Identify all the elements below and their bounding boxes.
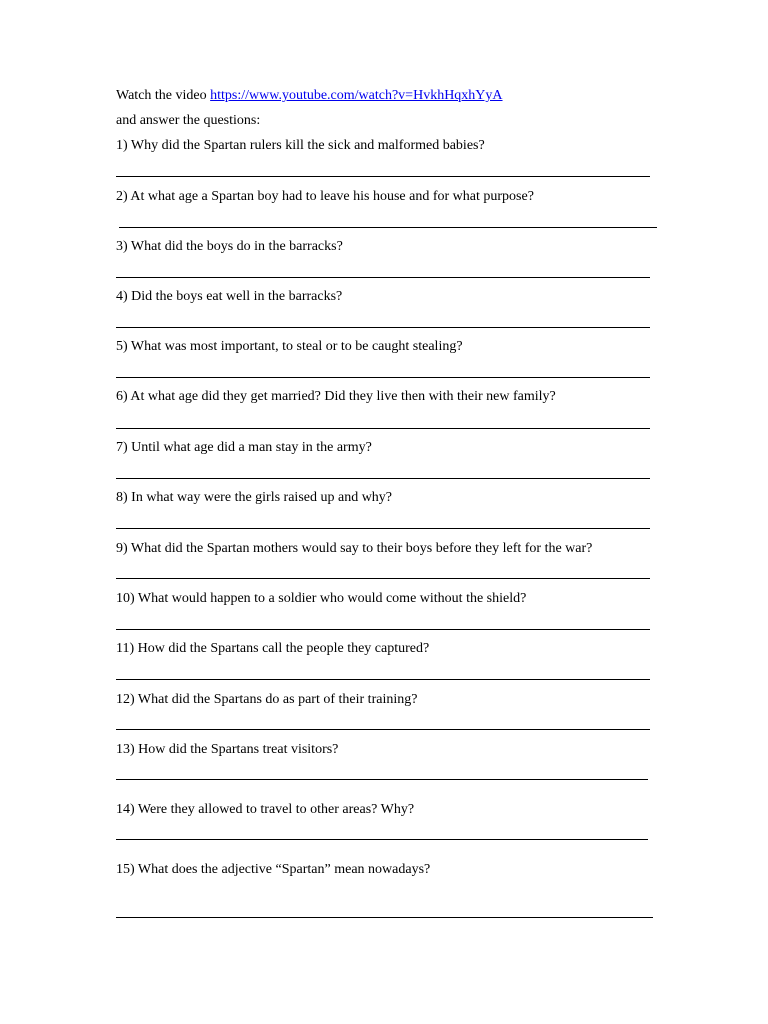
- answer-line-8[interactable]: [116, 528, 650, 529]
- answer-line-7[interactable]: [116, 478, 650, 479]
- question-10: 10) What would happen to a soldier who would come without the shield?: [116, 591, 527, 606]
- question-1: 1) Why did the Spartan rulers kill the sick and malformed babies?: [116, 138, 485, 153]
- question-3: 3) What did the boys do in the barracks?: [116, 239, 343, 254]
- answer-line-13[interactable]: [116, 779, 648, 780]
- answer-line-14[interactable]: [116, 839, 648, 840]
- question-14: 14) Were they allowed to travel to other areas? Why?: [116, 802, 415, 817]
- question-5: 5) What was most important, to steal or to be caught stealing?: [116, 339, 463, 354]
- question-12: 12) What did the Spartans do as part of their training?: [116, 692, 418, 707]
- question-7: 7) Until what age did a man stay in the army?: [116, 440, 372, 455]
- question-9: 9) What did the Spartan mothers would say to their boys before they left for the war?: [116, 541, 593, 556]
- question-15: 15) What does the adjective “Spartan” mean nowadays?: [116, 862, 431, 877]
- question-4: 4) Did the boys eat well in the barracks?: [116, 289, 343, 304]
- answer-line-4[interactable]: [116, 327, 650, 328]
- question-11: 11) How did the Spartans call the people they captured?: [116, 641, 430, 656]
- answer-line-2[interactable]: [119, 227, 657, 228]
- answer-line-10[interactable]: [116, 629, 650, 630]
- intro-line: [116, 88, 503, 104]
- intro-prefix: Watch the video: [116, 88, 211, 103]
- question-8: 8) In what way were the girls raised up and why?: [116, 490, 393, 505]
- video-link[interactable]: https://www.youtube.com/watch?v=HvkhHqxhYyA: [210, 88, 503, 103]
- answer-line-5[interactable]: [116, 377, 650, 378]
- answer-line-12[interactable]: [116, 729, 650, 730]
- answer-line-11[interactable]: [116, 679, 650, 680]
- intro-instruction: and answer the questions:: [116, 113, 261, 128]
- answer-line-1[interactable]: [116, 176, 650, 177]
- question-6: 6) At what age did they get married? Did they live then with their new family?: [116, 389, 556, 404]
- answer-line-3[interactable]: [116, 277, 650, 278]
- answer-line-6[interactable]: [116, 428, 650, 429]
- answer-line-9[interactable]: [116, 578, 650, 579]
- question-2: 2) At what age a Spartan boy had to leave his house and for what purpose?: [116, 189, 534, 204]
- question-13: 13) How did the Spartans treat visitors?: [116, 742, 339, 757]
- answer-line-15[interactable]: [116, 917, 653, 918]
